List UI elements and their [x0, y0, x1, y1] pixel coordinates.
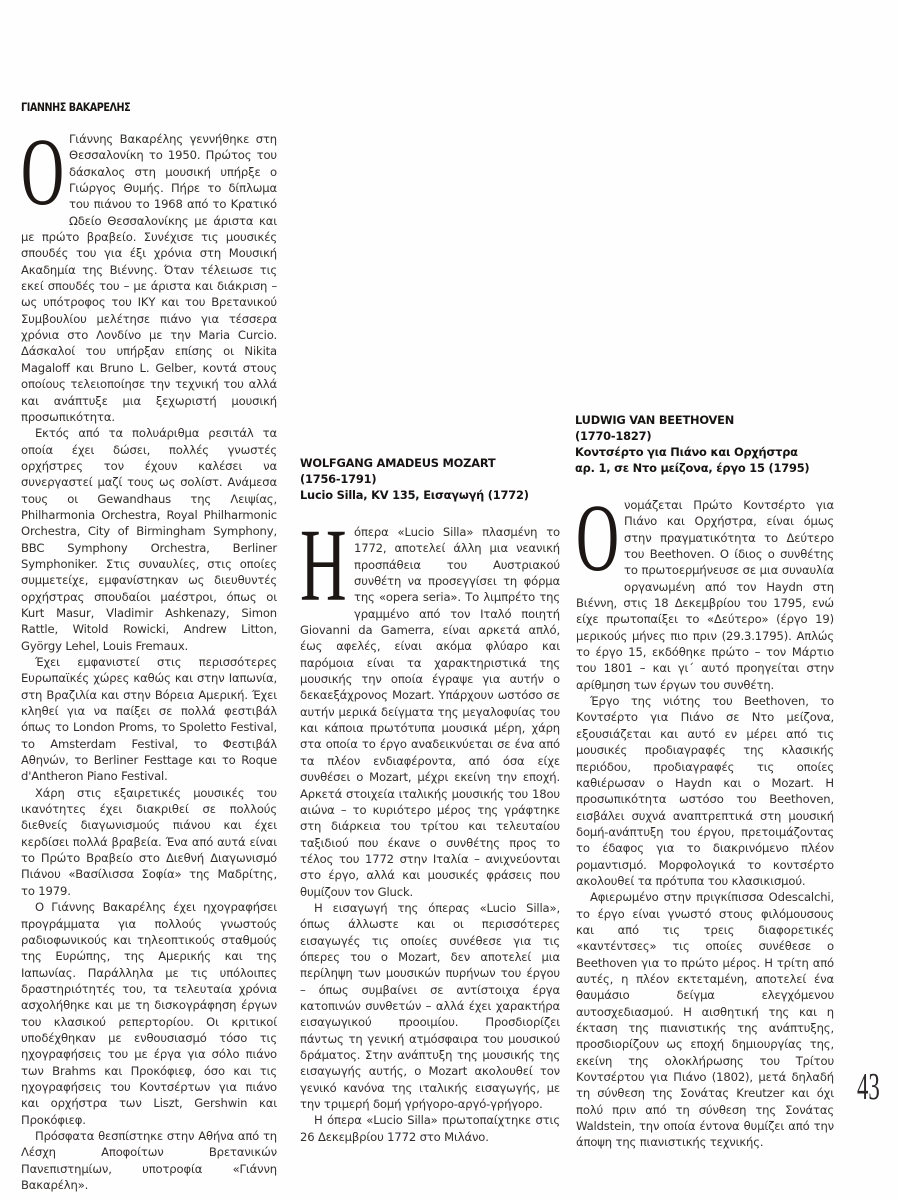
biography-paragraph: Πρόσφατα θεσπίστηκε στην Αθήνα από τη Λέσχη Αποφοίτων Βρετανικών Πανεπιστημίων, υποτροφία «Γιάννη Βακαρέλη». [21, 1128, 277, 1192]
beethoven-work-subtitle: αρ. 1, σε Ντο μείζονα, έργο 15 (1795) [575, 461, 810, 475]
biography-paragraph: Εκτός από τα πολυάριθμα ρεσιτάλ τα οποία έχει δώσει, πολλές γνωστές ορχήστρες τον έχουν καλέσει να συνεργαστεί μαζί τους ως σολίστ. Ανάμεσα τους οι Gewandhaus της Λειψίας, Philharmonia Orchestra, Royal Philharmonic Orchestra, City of Birmingham Symphony, BBC Symphony Orchestra, Berliner Symphoniker. Στις συναυλίες, στις οποίες συμμετείχε, εμφανίστηκαν ως διευθυντές ορχήστρας σπουδαίοι μαέστροι, όπως οι Kurt Masur, Vladimir Ashkenazy, Simon Rattle, Witold Rowicki, Andrew Litton, György Lehel, Louis Fremaux. [21, 426, 277, 653]
beethoven-composer-name: LUDWIG VAN BEETHOVEN [575, 413, 735, 427]
mozart-work-title: Lucio Silla, KV 135, Εισαγωγή (1772) [300, 488, 529, 502]
page-number: 43 [857, 1066, 880, 1108]
biography-heading-text: ΓΙΑΝΝΗΣ ΒΑΚΑΡΕΛΗΣ [21, 101, 131, 114]
mozart-paragraph: Η εισαγωγή της όπερας «Lucio Silla», όπως άλλωστε και οι περισσότερες εισαγωγές τις οποίες συνέθεσε για τις όπερες του ο Mozart, δεν αποτελεί μια περίληψη των μουσικών πυρήνων του έργου – όπως συμβαίνει σε αντίστοιχα έργα κατοπινών συνθετών – αλλά έχει χαρακτήρα εισαγωγικού προοιμίου. Προσδιορίζει πάντως τη γενική ατμόσφαιρα του μουσικού δράματος. Στην ανάπτυξη της μουσικής της εισαγωγής αυτής, ο Mozart ακολουθεί τον γενικό κανόνα της ιταλικής εισαγωγής, με την τριμερή δομή γρήγορο-αργό-γρήγορο. [300, 900, 560, 1112]
biography-paragraph: Γιάννης Βακαρέλης γεννήθηκε στη Θεσσαλονίκη το 1950. Πρώτος του δάσκαλος στη μουσική υπήρξε ο Γιώργος Θυμής. Πήρε το δίπλωμα του πιάνου το 1968 από το Κρατικό Ωδείο Θεσσαλονίκης με άριστα και με πρώτο βραβείο. Συνέχισε τις μουσικές σπουδές του για έξι χρόνια στη Μουσική Ακαδημία της Βιέννης. Όταν τέλειωσε τις εκεί σπουδές του – με άριστα και διάκριση – ως υπότροφος του ΙΚΥ και του Βρετανικού Συμβουλίου μελέτησε πιάνο για τέσσερα χρόνια στο Λονδίνο με την Maria Curcio. Δάσκαλοί του υπήρξαν επίσης οι Nikita Magaloff και Bruno L. Gelber, κοντά στους οποίους τελειοποίησε την τεχνική του αλλά και ανάπτυξε μια ξεχωριστή μουσική προσωπικότητα. [21, 132, 277, 424]
biography-column [21, 118, 277, 1193]
mozart-composer-dates: (1756-1791) [300, 472, 377, 486]
mozart-column [300, 508, 560, 1145]
beethoven-paragraph: Έργο της νιότης του Beethoven, το Κοντσέρτο για Πιάνο σε Ντο μείζονα, εξουσιάζεται και αυτό εν μέρει από τις μουσικές προδιαγραφές της κλασικής περιόδου, προδιαγραφές τις οποίες καθιέρωσαν ο Haydn και ο Mozart. Η προσωπικότητα ωστόσο του Beethoven, εισβάλει συχνά αναπτρεπτικά στη μουσική δομή-ανάπτυξη του έργου, πρετοιμάζοντας το έδαφος για το διακρινόμενο πλέον ρομαντισμό. Μορφολογικά το κοντσέρτο ακολουθεί τα πρότυπα του κλασικισμού. [576, 694, 834, 888]
mozart-paragraph: Η όπερα «Lucio Silla» πρωτοπαίχτηκε στις 26 Δεκεμβρίου 1772 στο Μιλάνο. [300, 1113, 560, 1144]
biography-dropcap: Ο [21, 118, 64, 225]
biography-paragraph: Ο Γιάννης Βακαρέλης έχει ηχογραφήσει προγράμματα για πολλούς γνωστούς ραδιοφωνικούς και τηλεοπτικούς σταθμούς της Ευρώπης, της Αμερικής και της Ιαπωνίας. Παράλληλα με τις υπόλοιπες δραστηριότητές του, τα τελευταία χρόνια ασχολήθηκε και με τη δισκογράφηση έργων του κλασικού ρεπερτορίου. Οι κριτικοί υποδέχθηκαν με ενθουσιασμό τόσο τις ηχογραφήσεις του με έργα για σόλο πιάνο των Brahms και Προκόφιεφ, όσο και τις ηχογραφήσεις του Κοντσέρτων για πιάνο και ορχήστρα των Liszt, Gershwin και Προκόφιεφ. [21, 900, 277, 1127]
beethoven-dropcap: Ο [576, 484, 619, 591]
biography-paragraph: Έχει εμφανιστεί στις περισσότερες Ευρωπαϊκές χώρες καθώς και στην Ιαπωνία, στη Βραζιλία και στην Βόρεια Αμερική. Έχει κληθεί για να παίξει σε πολλά φεστιβάλ όπως το London Proms, το Spoletto Festival, το Amsterdam Festival, το Φεστιβάλ Αθηνών, το Berliner Festtage και το Roque d'Antheron Piano Festival. [21, 655, 277, 784]
mozart-heading [300, 455, 529, 503]
beethoven-column [576, 484, 834, 1151]
beethoven-heading [575, 412, 809, 476]
mozart-paragraph: όπερα «Lucio Silla» πλασμένη το 1772, αποτελεί άλλη μια νεανική προσπάθεια του Αυστριακού συνθέτη να προσεγγίσει τη φόρμα της «opera seria». Το λιμπρέτο της γραμμένο από τον Ιταλό ποιητή Giovanni da Gamerra, είναι αρκετά απλό, έως αφελές, είναι ακόμα φλύαρο και παρόμοια είναι τα χαρακτηριστικά της μουσικής την οποία έγραψε για αυτήν ο δεκαεξάχρονος Mozart. Υπάρχουν ωστόσο σε αυτήν μερικά δείγματα της μεγαλοφυίας του και κάποια πρωτότυπα μουσικά μέρη, χάρη στα οποία το έργο αναδεικνύεται σε ένα από τα πλέον ενδιαφέροντα, από όσα είχε συνθέσει ο Mozart, μέχρι εκείνη την εποχή. Αρκετά στοιχεία ιταλικής μουσικής του 18ου αιώνα – το κυριότερο μέρος της γράφτηκε στη διάρκεια του τρίτου και τελευταίου ταξιδιού που έκανε ο συνθέτης προς το τέλος του 1772 στην Ιταλία – ανιχνεύονται στο έργο, αλλά και μουσικές φράσεις που θυμίζουν τον Gluck. [300, 525, 560, 899]
mozart-dropcap: Η [300, 508, 347, 623]
biography-heading [21, 100, 130, 116]
beethoven-work-title: Κοντσέρτο για Πιάνο και Ορχήστρα [575, 445, 798, 459]
mozart-composer-name: WOLFGANG AMADEUS MOZART [300, 456, 496, 470]
beethoven-paragraph: Αφιερωμένο στην πριγκίπισσα Odescalchi, το έργο είναι γνωστό στους φιλόμουσους και από τις τρεις διαφορετικές «καντέντσες» τις οποίες συνέθεσε ο Beethoven για το πρώτο μέρος. Η τρίτη από αυτές, η πλέον εκτεταμένη, αποτελεί ένα θαυμάσιο δείγμα ελεγχόμενου αυτοσχεδιασμού. Η αισθητική της και η έκταση της πιανιστικής της ανάπτυξης, προσδιορίζουν ως εποχή δημιουργίας της, εκείνη της ολοκλήρωσης του Τρίτου Κοντσέρτου για Πιάνο (1802), μετά δηλαδή τη σύνθεση της Σονάτας Kreutzer και όχι πολύ πριν από τη σύνθεση της Σονάτας Waldstein, την οποία έντονα θυμίζει από την άποψη της πιανιστικής τεχνικής. [576, 890, 834, 1150]
beethoven-paragraph: νομάζεται Πρώτο Κοντσέρτο για Πιάνο και Ορχήστρα, είναι όμως στην πραγματικότητα το Δεύτερο του Beethoven. Ο ίδιος ο συνθέτης το πρωτοερμήνευσε σε μια συναυλία οργανωμένη από τον Haydn στη Βιέννη, στις 18 Δεκεμβρίου του 1795, ενώ είχε πρωτοπαίξει το «Δεύτερο» (έργο 19) μερικούς μήνες πιο πριν (29.3.1795). Απλώς το έργο 15, εκδόθηκε πρώτο – τον Μάρτιο του 1801 – και γι΄ αυτό προηγείται στην αρίθμηση των έργων του συνθέτη. [576, 498, 834, 692]
biography-paragraph: Χάρη στις εξαιρετικές μουσικές του ικανότητες έχει διακριθεί σε πολλούς διεθνείς διαγωνισμούς πιάνου και έχει κερδίσει πολλά βραβεία. Ένα από αυτά είναι το Πρώτο Βραβείο στο Διεθνή Διαγωνισμό Πιάνου «Βασίλισσα Σοφία» της Μαδρίτης, το 1979. [21, 785, 277, 898]
beethoven-composer-dates: (1770-1827) [575, 429, 652, 443]
